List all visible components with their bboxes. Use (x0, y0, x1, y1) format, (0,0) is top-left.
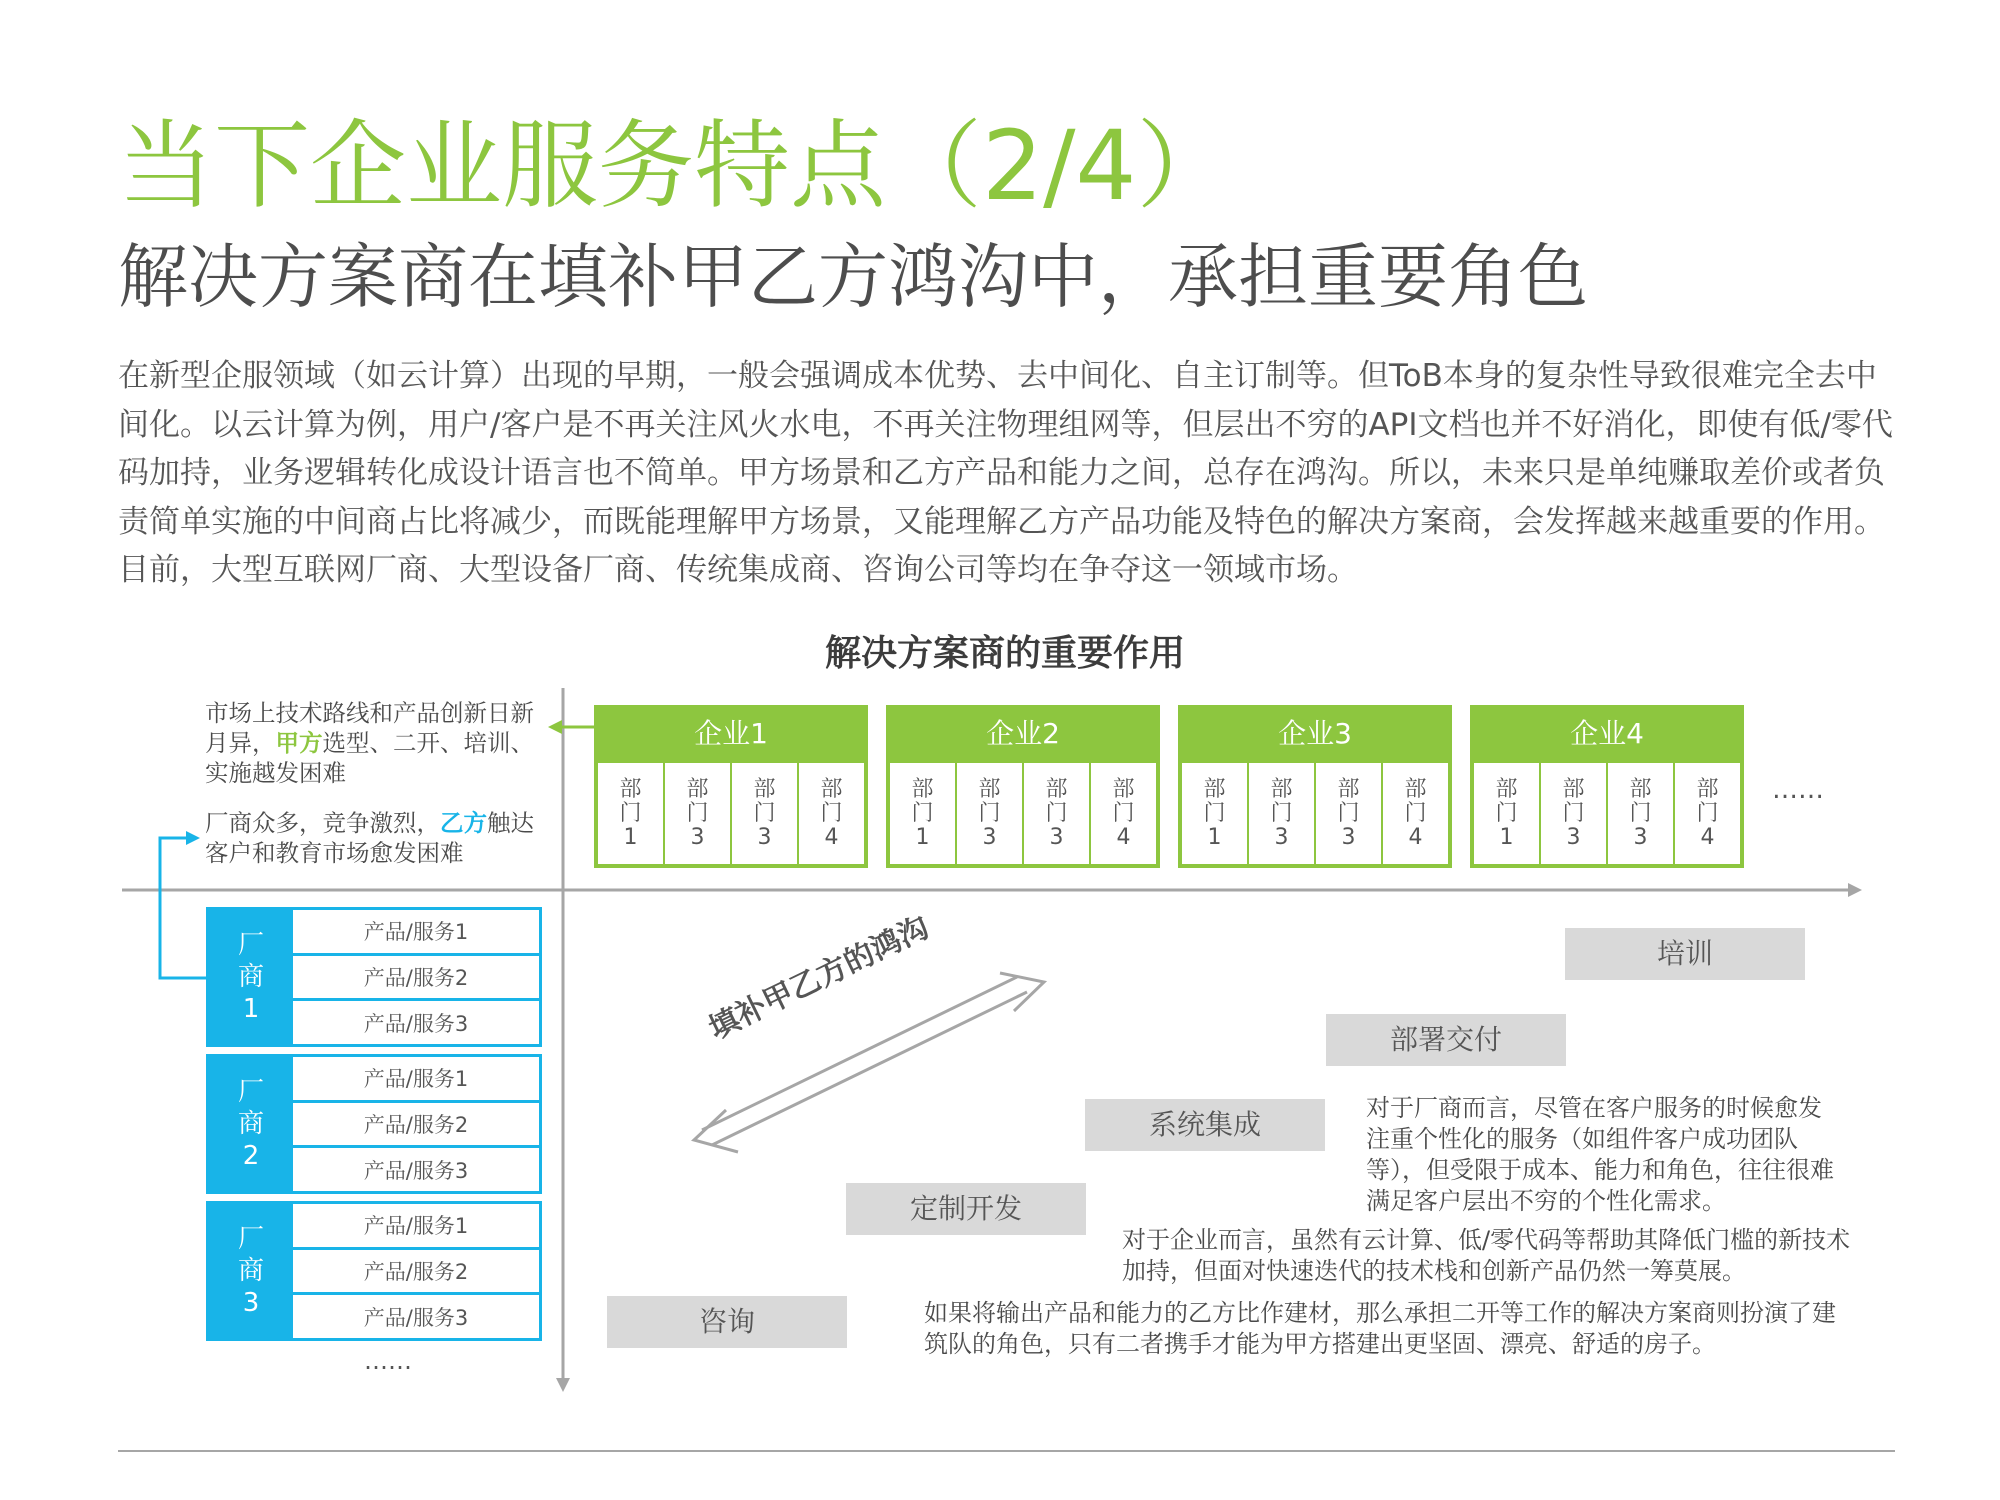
note-vendor-view: 对于厂商而言，尽管在客户服务的时候愈发注重个性化的服务（如组件客户成功团队等），但受限于成本、能力和角色，往往很难满足客户层出不穷的个性化需求。 (1366, 1094, 1834, 1215)
vendor-item: 产品/服务2 (293, 1250, 539, 1296)
vendor-item: 产品/服务3 (363, 1305, 469, 1330)
enterprise-more: …… (1772, 775, 1824, 805)
body-text: 在新型企服领域（如云计算）出现的早期，一般会强调成本优势、去中间化、自主订制等。但ToB本身的复杂性导致很难完全去中间化。以云计算为例，用户/客户是不再关注风火水电，不再关注物理组网等，但层出不穷的API文档也并不好消化，即使有低/零代码加持，业务逻辑转化成设计语言也不简单。甲方场景和乙方产品和能力之间，总存在鸿沟。所以，未来只是单纯赚取差价或者负责简单实施的中间商占比将减少，而既能理解甲方场景，又能理解乙方产品功能及特色的解决方案商，会发挥越来越重要的作用。目前，大型互联网厂商、大型设备厂商、传统集成商、咨询公司等均在争夺这一领域市场。 (118, 358, 1893, 588)
vendor-label: 厂 商 2 (209, 1057, 293, 1191)
note-party-a: 市场上技术路线和产品创新日新月异，甲方选型、二开、培训、实施越发困难 (205, 699, 534, 787)
enterprise-box (1470, 705, 1744, 868)
step-consult: 咨询 (607, 1296, 847, 1348)
footer-divider (118, 1450, 1895, 1452)
dept-cell: 部 门 3 (1608, 763, 1673, 864)
page-title: 当下企业服务特点（2/4） (118, 110, 1233, 222)
dept-cell: 部 门 1 (1182, 763, 1247, 864)
vendor-box (206, 1201, 542, 1341)
dept-cell: 部 门 3 (1316, 763, 1381, 864)
dept-cell: 部 门 3 (957, 763, 1022, 864)
enterprise-name: 企业2 (888, 707, 1158, 761)
dept-cell: 部 门 3 (1249, 763, 1314, 864)
vendor-box (206, 1054, 542, 1194)
vendor-item: 产品/服务1 (293, 910, 539, 956)
enterprise-name: 企业4 (1472, 707, 1742, 761)
dept-cell: 部 门 4 (1091, 763, 1156, 864)
dept-cell: 部 门 1 (598, 763, 663, 864)
page-subtitle: 解决方案商在填补甲乙方鸿沟中，承担重要角色 (118, 236, 1588, 318)
step-training: 培训 (1565, 928, 1805, 980)
enterprise-box (594, 705, 868, 868)
dept-cell: 部 门 3 (732, 763, 797, 864)
step-deploy: 部署交付 (1326, 1014, 1566, 1066)
enterprise-box (886, 705, 1160, 868)
blue-connector (160, 838, 206, 978)
vendor-more: …… (364, 1347, 412, 1375)
diagram-title: 解决方案商的重要作用 (824, 633, 1185, 674)
vendor-box (206, 907, 542, 1047)
step-custom-dev: 定制开发 (846, 1183, 1086, 1235)
gap-label: 填补甲乙方的鸿沟 (703, 909, 935, 1047)
vendor-item: 产品/服务3 (363, 1158, 469, 1183)
dept-cell: 部 门 3 (1024, 763, 1089, 864)
vendor-item: 产品/服务1 (293, 1057, 539, 1103)
enterprise-name: 企业1 (596, 707, 866, 761)
enterprise-box (1178, 705, 1452, 868)
vendor-item: 产品/服务3 (363, 1011, 469, 1036)
note-enterprise-view: 对于企业而言，虽然有云计算、低/零代码等帮助其降低门槛的新技术加持，但面对快速迭代的技术栈和创新产品仍然一筹莫展。 (1122, 1226, 1851, 1285)
dept-cell: 部 门 3 (665, 763, 730, 864)
vendor-label: 厂 商 1 (209, 910, 293, 1044)
vendor-item: 产品/服务2 (293, 956, 539, 1002)
note-party-b: 厂商众多，竞争激烈，乙方触达客户和教育市场愈发困难 (205, 809, 534, 867)
party-a-highlight: 甲方 (275, 729, 323, 757)
dept-cell: 部 门 4 (1675, 763, 1740, 864)
dept-cell: 部 门 4 (799, 763, 864, 864)
note-analogy: 如果将输出产品和能力的乙方比作建材，那么承担二开等工作的解决方案商则扮演了建筑队的角色，只有二者携手才能为甲方搭建出更坚固、漂亮、舒适的房子。 (924, 1299, 1836, 1358)
party-b-highlight: 乙方 (440, 809, 487, 837)
dept-cell: 部 门 3 (1541, 763, 1606, 864)
vendor-item: 产品/服务2 (293, 1103, 539, 1149)
vendor-label: 厂 商 3 (209, 1204, 293, 1338)
vendor-item: 产品/服务1 (293, 1204, 539, 1250)
dept-cell: 部 门 1 (1474, 763, 1539, 864)
step-integration: 系统集成 (1085, 1099, 1325, 1151)
dept-cell: 部 门 1 (890, 763, 955, 864)
dept-cell: 部 门 4 (1383, 763, 1448, 864)
enterprise-name: 企业3 (1180, 707, 1450, 761)
